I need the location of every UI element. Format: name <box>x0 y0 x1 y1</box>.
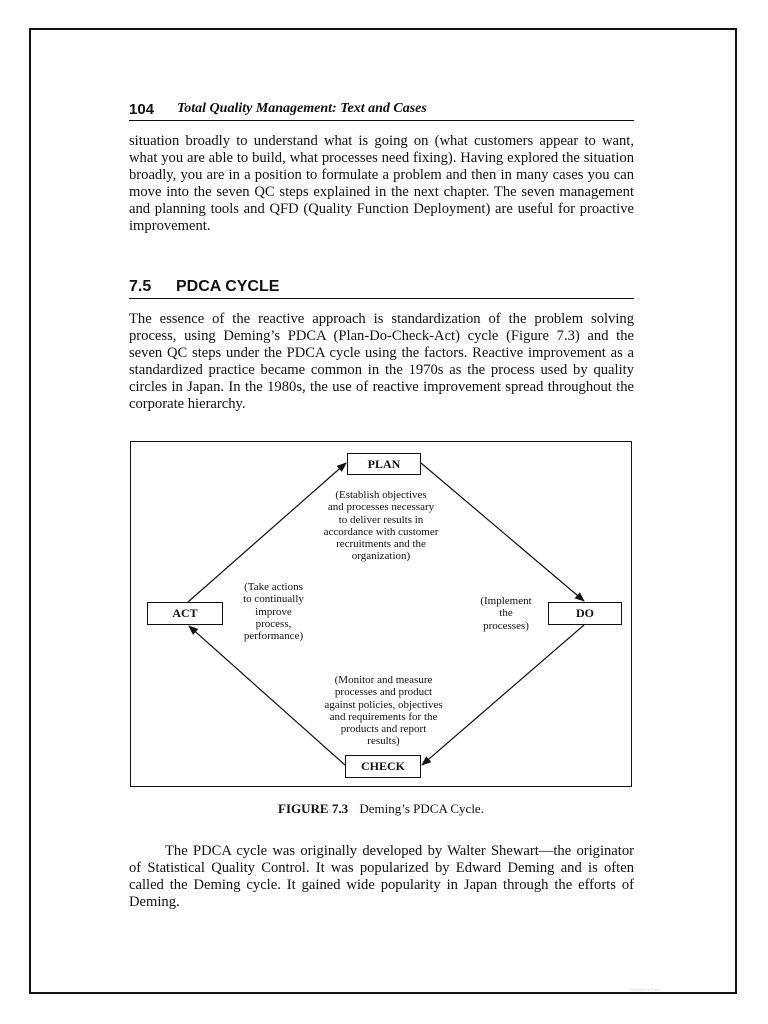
page-number: 104 <box>129 101 155 118</box>
running-header <box>129 100 634 121</box>
do-node: DO <box>548 602 622 625</box>
plan-annotation: (Establish objectives and processes necessary to deliver results in accordance with customer recruitments and the organization) <box>323 489 439 563</box>
section-title: PDCA CYCLE <box>176 278 280 295</box>
act-annotation: (Take actions to continually improve process, performance) <box>243 581 304 643</box>
section-heading <box>129 278 634 299</box>
section-number: 7.5 <box>129 278 152 295</box>
act-node: ACT <box>147 602 223 625</box>
plan-node: PLAN <box>347 453 421 475</box>
pdca-figure <box>130 441 632 787</box>
footer-watermark: Preview for Free <box>630 987 660 992</box>
pdca-paragraph: The essence of the reactive approach is standardization of the problem solving process, using Deming’s PDCA (Plan-Do-Check-Act) cycle (Figure 7.3) and the seven QC steps under the PDCA cycle using the factors. Reactive improvement as a standardized practice became common in the 1970s as the process used by quality circles in Japan. In the 1980s, the use of reactive improvement spread throughout the corporate hierarchy. <box>129 311 634 412</box>
figure-caption <box>130 801 632 817</box>
figure-caption-label: FIGURE 7.3 <box>278 801 349 816</box>
figure-caption-text: Deming’s PDCA Cycle. <box>359 801 484 816</box>
intro-paragraph: situation broadly to understand what is going on (what customers appear to want, what you are able to build, what processes need fixing). Having explored the situation broadly, you are in a position to formulate a problem and then in many cases you can move into the seven QC steps explained in the next chapter. The seven management and planning tools and QFD (Quality Function Deployment) are useful for proactive improvement. <box>129 133 634 234</box>
running-title: Total Quality Management: Text and Cases <box>177 101 427 116</box>
check-node: CHECK <box>345 755 421 778</box>
check-annotation: (Monitor and measure processes and product against policies, objectives and requirements for the products and report results) <box>324 674 443 748</box>
do-annotation: (Implement the processes) <box>480 595 532 632</box>
origin-paragraph: The PDCA cycle was originally developed by Walter Shewart—the originator of Statistical Quality Control. It was popularized by Edward Deming and is often called the Deming cycle. It gained wide popularity in Japan through the efforts of Deming. <box>129 843 634 910</box>
